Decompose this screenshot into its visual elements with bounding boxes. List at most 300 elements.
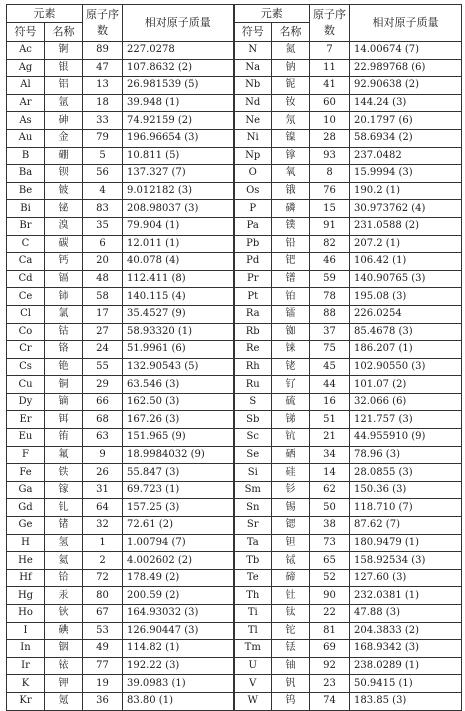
table-row: [7, 59, 462, 77]
right-symbol-cell: U: [234, 657, 272, 675]
left-mass-cell: 58.93320 (1): [123, 323, 234, 341]
right-mass-cell: 121.757 (3): [350, 411, 462, 429]
table-row: [7, 429, 462, 447]
right-name-cell: 镭: [272, 305, 310, 323]
right-mass-cell: 232.0381 (1): [350, 587, 462, 605]
right-symbol-cell: Tb: [234, 552, 272, 570]
left-name-cell: 溴: [45, 217, 83, 235]
left-symbol-cell: Ga: [7, 481, 45, 499]
right-name-cell: 铊: [272, 622, 310, 640]
right-number-cell: 44: [310, 376, 350, 394]
right-name-cell: 钕: [272, 94, 310, 112]
left-mass-cell: 83.80 (1): [123, 692, 234, 710]
right-number-cell: 34: [310, 446, 350, 464]
right-symbol-cell: Nd: [234, 94, 272, 112]
left-name-cell: 银: [45, 59, 83, 77]
right-mass-cell: 47.88 (3): [350, 605, 462, 623]
left-mass-cell: 9.012182 (3): [123, 182, 234, 200]
left-name-cell: 氦: [45, 552, 83, 570]
right-mass-cell: 150.36 (3): [350, 481, 462, 499]
left-number-cell: 68: [83, 411, 123, 429]
left-mass-cell: 39.948 (1): [123, 94, 234, 112]
right-name-cell: 氮: [272, 42, 310, 60]
table-row: [7, 112, 462, 130]
left-symbol-cell: Ag: [7, 59, 45, 77]
right-name-cell: 钒: [272, 675, 310, 693]
table-row: [7, 622, 462, 640]
atomic-mass-table: [6, 4, 462, 711]
left-name-cell: 铋: [45, 200, 83, 218]
right-mass-cell: 144.24 (3): [350, 94, 462, 112]
right-number-cell: 60: [310, 94, 350, 112]
right-name-cell: 钐: [272, 481, 310, 499]
right-mass-cell: 226.0254: [350, 305, 462, 323]
table-row: [7, 305, 462, 323]
right-symbol-cell: Np: [234, 147, 272, 165]
left-number-cell: 53: [83, 622, 123, 640]
right-mass-cell: 140.90765 (3): [350, 270, 462, 288]
right-name-cell: 铅: [272, 235, 310, 253]
left-number-cell: 20: [83, 253, 123, 271]
right-mass-cell: 118.710 (7): [350, 499, 462, 517]
left-mass-cell: 40.078 (4): [123, 253, 234, 271]
right-name-cell: 钌: [272, 376, 310, 394]
left-symbol-cell: K: [7, 675, 45, 693]
header-row-top: [7, 5, 462, 23]
left-number-cell: 47: [83, 59, 123, 77]
left-symbol-cell: Fe: [7, 464, 45, 482]
header-atomic-mass-right: 相对原子质量: [350, 5, 462, 42]
left-name-cell: 锕: [45, 42, 83, 60]
left-symbol-cell: Ir: [7, 657, 45, 675]
right-symbol-cell: Rb: [234, 323, 272, 341]
table-row: [7, 358, 462, 376]
right-name-cell: 铷: [272, 323, 310, 341]
left-symbol-cell: Ac: [7, 42, 45, 60]
table-row: [7, 675, 462, 693]
left-number-cell: 66: [83, 393, 123, 411]
left-number-cell: 18: [83, 94, 123, 112]
right-number-cell: 23: [310, 675, 350, 693]
right-mass-cell: 78.96 (3): [350, 446, 462, 464]
right-number-cell: 11: [310, 59, 350, 77]
right-number-cell: 69: [310, 640, 350, 658]
right-symbol-cell: Nb: [234, 77, 272, 95]
right-number-cell: 37: [310, 323, 350, 341]
left-mass-cell: 132.90543 (5): [123, 358, 234, 376]
table-row: [7, 692, 462, 710]
left-name-cell: 镓: [45, 481, 83, 499]
table-row: [7, 165, 462, 183]
left-mass-cell: 164.93032 (3): [123, 605, 234, 623]
right-symbol-cell: Th: [234, 587, 272, 605]
left-symbol-cell: Br: [7, 217, 45, 235]
right-symbol-cell: Pa: [234, 217, 272, 235]
left-number-cell: 17: [83, 305, 123, 323]
table-row: [7, 217, 462, 235]
right-symbol-cell: V: [234, 675, 272, 693]
left-name-cell: 锗: [45, 517, 83, 535]
left-mass-cell: 178.49 (2): [123, 569, 234, 587]
left-number-cell: 63: [83, 429, 123, 447]
left-symbol-cell: H: [7, 534, 45, 552]
left-mass-cell: 227.0278: [123, 42, 234, 60]
right-number-cell: 59: [310, 270, 350, 288]
left-name-cell: 镉: [45, 270, 83, 288]
left-number-cell: 36: [83, 692, 123, 710]
right-symbol-cell: Ta: [234, 534, 272, 552]
right-symbol-cell: Te: [234, 569, 272, 587]
header-element-right: 元素: [234, 5, 310, 23]
right-symbol-cell: Se: [234, 446, 272, 464]
right-mass-cell: 101.07 (2): [350, 376, 462, 394]
left-mass-cell: 151.965 (9): [123, 429, 234, 447]
header-atomic-number-right: 原子序数: [310, 5, 350, 42]
left-number-cell: 79: [83, 129, 123, 147]
left-symbol-cell: Be: [7, 182, 45, 200]
left-name-cell: 铝: [45, 77, 83, 95]
left-number-cell: 19: [83, 675, 123, 693]
right-name-cell: 氖: [272, 112, 310, 130]
left-mass-cell: 51.9961 (6): [123, 341, 234, 359]
left-symbol-cell: I: [7, 622, 45, 640]
left-mass-cell: 35.4527 (9): [123, 305, 234, 323]
left-number-cell: 5: [83, 147, 123, 165]
right-number-cell: 78: [310, 288, 350, 306]
left-number-cell: 6: [83, 235, 123, 253]
right-mass-cell: 204.3833 (2): [350, 622, 462, 640]
left-name-cell: 氢: [45, 534, 83, 552]
right-name-cell: 钛: [272, 605, 310, 623]
left-number-cell: 72: [83, 569, 123, 587]
table-row: [7, 481, 462, 499]
left-symbol-cell: Cu: [7, 376, 45, 394]
left-name-cell: 氯: [45, 305, 83, 323]
left-name-cell: 铈: [45, 288, 83, 306]
left-symbol-cell: Cl: [7, 305, 45, 323]
right-mass-cell: 127.60 (3): [350, 569, 462, 587]
right-symbol-cell: Sc: [234, 429, 272, 447]
left-mass-cell: 107.8632 (2): [123, 59, 234, 77]
left-number-cell: 58: [83, 288, 123, 306]
right-mass-cell: 30.973762 (4): [350, 200, 462, 218]
left-name-cell: 氟: [45, 446, 83, 464]
right-name-cell: 锑: [272, 411, 310, 429]
right-symbol-cell: Rh: [234, 358, 272, 376]
right-number-cell: 91: [310, 217, 350, 235]
right-number-cell: 45: [310, 358, 350, 376]
left-name-cell: 碳: [45, 235, 83, 253]
right-mass-cell: 15.9994 (3): [350, 165, 462, 183]
table-row: [7, 587, 462, 605]
right-symbol-cell: Tm: [234, 640, 272, 658]
table-row: [7, 464, 462, 482]
left-symbol-cell: Cd: [7, 270, 45, 288]
left-name-cell: 铍: [45, 182, 83, 200]
table-row: [7, 534, 462, 552]
right-number-cell: 51: [310, 411, 350, 429]
right-number-cell: 75: [310, 341, 350, 359]
header-element-left: 元素: [7, 5, 83, 23]
right-symbol-cell: N: [234, 42, 272, 60]
left-mass-cell: 39.0983 (1): [123, 675, 234, 693]
header-name-right: 名称: [272, 23, 310, 42]
right-symbol-cell: O: [234, 165, 272, 183]
right-mass-cell: 50.9415 (1): [350, 675, 462, 693]
left-mass-cell: 200.59 (2): [123, 587, 234, 605]
left-symbol-cell: Hf: [7, 569, 45, 587]
right-number-cell: 88: [310, 305, 350, 323]
right-mass-cell: 92.90638 (2): [350, 77, 462, 95]
right-symbol-cell: W: [234, 692, 272, 710]
right-mass-cell: 183.85 (3): [350, 692, 462, 710]
left-mass-cell: 4.002602 (2): [123, 552, 234, 570]
table-row: [7, 446, 462, 464]
right-number-cell: 81: [310, 622, 350, 640]
right-name-cell: 钍: [272, 587, 310, 605]
table-row: [7, 552, 462, 570]
right-number-cell: 16: [310, 393, 350, 411]
right-name-cell: 铼: [272, 341, 310, 359]
left-mass-cell: 74.92159 (2): [123, 112, 234, 130]
left-mass-cell: 112.411 (8): [123, 270, 234, 288]
right-symbol-cell: Re: [234, 341, 272, 359]
left-symbol-cell: F: [7, 446, 45, 464]
table-row: [7, 323, 462, 341]
left-symbol-cell: Au: [7, 129, 45, 147]
right-number-cell: 76: [310, 182, 350, 200]
left-mass-cell: 1.00794 (7): [123, 534, 234, 552]
left-symbol-cell: Ge: [7, 517, 45, 535]
right-name-cell: 钠: [272, 59, 310, 77]
right-number-cell: 92: [310, 657, 350, 675]
right-mass-cell: 231.0588 (2): [350, 217, 462, 235]
right-symbol-cell: Ne: [234, 112, 272, 130]
left-symbol-cell: C: [7, 235, 45, 253]
table-row: [7, 499, 462, 517]
right-symbol-cell: Sr: [234, 517, 272, 535]
right-name-cell: 锶: [272, 517, 310, 535]
left-name-cell: 碘: [45, 622, 83, 640]
table-body: [7, 42, 462, 711]
right-name-cell: 锡: [272, 499, 310, 517]
table-row: [7, 77, 462, 95]
right-name-cell: 氧: [272, 165, 310, 183]
right-number-cell: 7: [310, 42, 350, 60]
left-mass-cell: 137.327 (7): [123, 165, 234, 183]
right-name-cell: 钨: [272, 692, 310, 710]
left-mass-cell: 55.847 (3): [123, 464, 234, 482]
right-mass-cell: 168.9342 (3): [350, 640, 462, 658]
left-name-cell: 铒: [45, 411, 83, 429]
left-symbol-cell: Hg: [7, 587, 45, 605]
header-symbol-left: 符号: [7, 23, 45, 42]
right-symbol-cell: Pb: [234, 235, 272, 253]
left-mass-cell: 63.546 (3): [123, 376, 234, 394]
right-mass-cell: 85.4678 (3): [350, 323, 462, 341]
left-number-cell: 1: [83, 534, 123, 552]
left-name-cell: 铕: [45, 429, 83, 447]
right-name-cell: 钽: [272, 534, 310, 552]
left-mass-cell: 69.723 (1): [123, 481, 234, 499]
left-name-cell: 汞: [45, 587, 83, 605]
left-number-cell: 27: [83, 323, 123, 341]
table-row: [7, 94, 462, 112]
left-mass-cell: 192.22 (3): [123, 657, 234, 675]
right-symbol-cell: Sb: [234, 411, 272, 429]
right-symbol-cell: Ru: [234, 376, 272, 394]
right-symbol-cell: Ni: [234, 129, 272, 147]
left-symbol-cell: Al: [7, 77, 45, 95]
left-symbol-cell: Bi: [7, 200, 45, 218]
left-number-cell: 26: [83, 464, 123, 482]
left-mass-cell: 18.9984032 (9): [123, 446, 234, 464]
right-mass-cell: 195.08 (3): [350, 288, 462, 306]
left-number-cell: 33: [83, 112, 123, 130]
right-mass-cell: 180.9479 (1): [350, 534, 462, 552]
left-name-cell: 铜: [45, 376, 83, 394]
right-name-cell: 铥: [272, 640, 310, 658]
left-number-cell: 9: [83, 446, 123, 464]
right-number-cell: 50: [310, 499, 350, 517]
table-row: [7, 253, 462, 271]
left-symbol-cell: Cr: [7, 341, 45, 359]
left-symbol-cell: B: [7, 147, 45, 165]
right-number-cell: 21: [310, 429, 350, 447]
right-number-cell: 10: [310, 112, 350, 130]
right-mass-cell: 238.0289 (1): [350, 657, 462, 675]
left-name-cell: 铯: [45, 358, 83, 376]
left-number-cell: 32: [83, 517, 123, 535]
right-mass-cell: 20.1797 (6): [350, 112, 462, 130]
left-number-cell: 56: [83, 165, 123, 183]
right-mass-cell: 102.90550 (3): [350, 358, 462, 376]
left-number-cell: 4: [83, 182, 123, 200]
table-row: [7, 182, 462, 200]
table-row: [7, 42, 462, 60]
right-name-cell: 镨: [272, 270, 310, 288]
left-mass-cell: 79.904 (1): [123, 217, 234, 235]
left-symbol-cell: Cs: [7, 358, 45, 376]
right-mass-cell: 186.207 (1): [350, 341, 462, 359]
left-symbol-cell: Ca: [7, 253, 45, 271]
left-mass-cell: 208.98037 (3): [123, 200, 234, 218]
right-symbol-cell: Na: [234, 59, 272, 77]
left-name-cell: 钴: [45, 323, 83, 341]
table-row: [7, 517, 462, 535]
left-number-cell: 2: [83, 552, 123, 570]
left-name-cell: 铬: [45, 341, 83, 359]
left-number-cell: 13: [83, 77, 123, 95]
right-mass-cell: 14.00674 (7): [350, 42, 462, 60]
header-atomic-mass-left: 相对原子质量: [123, 5, 234, 42]
left-number-cell: 83: [83, 200, 123, 218]
table-row: [7, 341, 462, 359]
left-symbol-cell: As: [7, 112, 45, 130]
right-symbol-cell: Sn: [234, 499, 272, 517]
left-symbol-cell: Eu: [7, 429, 45, 447]
left-name-cell: 钾: [45, 675, 83, 693]
right-mass-cell: 87.62 (7): [350, 517, 462, 535]
left-name-cell: 钙: [45, 253, 83, 271]
left-number-cell: 80: [83, 587, 123, 605]
right-symbol-cell: S: [234, 393, 272, 411]
right-name-cell: 磷: [272, 200, 310, 218]
left-number-cell: 77: [83, 657, 123, 675]
left-name-cell: 镝: [45, 393, 83, 411]
left-mass-cell: 10.811 (5): [123, 147, 234, 165]
right-number-cell: 90: [310, 587, 350, 605]
right-number-cell: 8: [310, 165, 350, 183]
right-mass-cell: 237.0482: [350, 147, 462, 165]
left-number-cell: 89: [83, 42, 123, 60]
right-name-cell: 铑: [272, 358, 310, 376]
right-number-cell: 73: [310, 534, 350, 552]
right-number-cell: 38: [310, 517, 350, 535]
right-number-cell: 93: [310, 147, 350, 165]
right-name-cell: 硅: [272, 464, 310, 482]
right-name-cell: 硒: [272, 446, 310, 464]
left-symbol-cell: In: [7, 640, 45, 658]
left-mass-cell: 196.96654 (3): [123, 129, 234, 147]
right-number-cell: 62: [310, 481, 350, 499]
right-mass-cell: 58.6934 (2): [350, 129, 462, 147]
right-name-cell: 铂: [272, 288, 310, 306]
table-row: [7, 640, 462, 658]
right-mass-cell: 32.066 (6): [350, 393, 462, 411]
table-row: [7, 129, 462, 147]
right-name-cell: 钯: [272, 253, 310, 271]
table-row: [7, 200, 462, 218]
right-name-cell: 镍: [272, 129, 310, 147]
header-atomic-number-left: 原子序数: [83, 5, 123, 42]
left-mass-cell: 167.26 (3): [123, 411, 234, 429]
right-symbol-cell: Pt: [234, 288, 272, 306]
left-mass-cell: 126.90447 (3): [123, 622, 234, 640]
right-symbol-cell: Ra: [234, 305, 272, 323]
right-name-cell: 硫: [272, 393, 310, 411]
right-name-cell: 镤: [272, 217, 310, 235]
right-number-cell: 28: [310, 129, 350, 147]
right-number-cell: 46: [310, 253, 350, 271]
right-number-cell: 22: [310, 605, 350, 623]
left-name-cell: 钡: [45, 165, 83, 183]
left-number-cell: 24: [83, 341, 123, 359]
right-number-cell: 65: [310, 552, 350, 570]
left-number-cell: 67: [83, 605, 123, 623]
table-row: [7, 605, 462, 623]
atomic-mass-table-page: [6, 4, 461, 707]
left-name-cell: 硼: [45, 147, 83, 165]
right-symbol-cell: Pr: [234, 270, 272, 288]
right-number-cell: 15: [310, 200, 350, 218]
left-number-cell: 29: [83, 376, 123, 394]
left-symbol-cell: Dy: [7, 393, 45, 411]
right-symbol-cell: Os: [234, 182, 272, 200]
right-mass-cell: 207.2 (1): [350, 235, 462, 253]
table-row: [7, 288, 462, 306]
right-number-cell: 52: [310, 569, 350, 587]
left-mass-cell: 12.011 (1): [123, 235, 234, 253]
right-symbol-cell: Tl: [234, 622, 272, 640]
left-name-cell: 钬: [45, 605, 83, 623]
table-row: [7, 657, 462, 675]
left-number-cell: 49: [83, 640, 123, 658]
table-row: [7, 376, 462, 394]
table-row: [7, 147, 462, 165]
left-symbol-cell: Kr: [7, 692, 45, 710]
left-name-cell: 铪: [45, 569, 83, 587]
